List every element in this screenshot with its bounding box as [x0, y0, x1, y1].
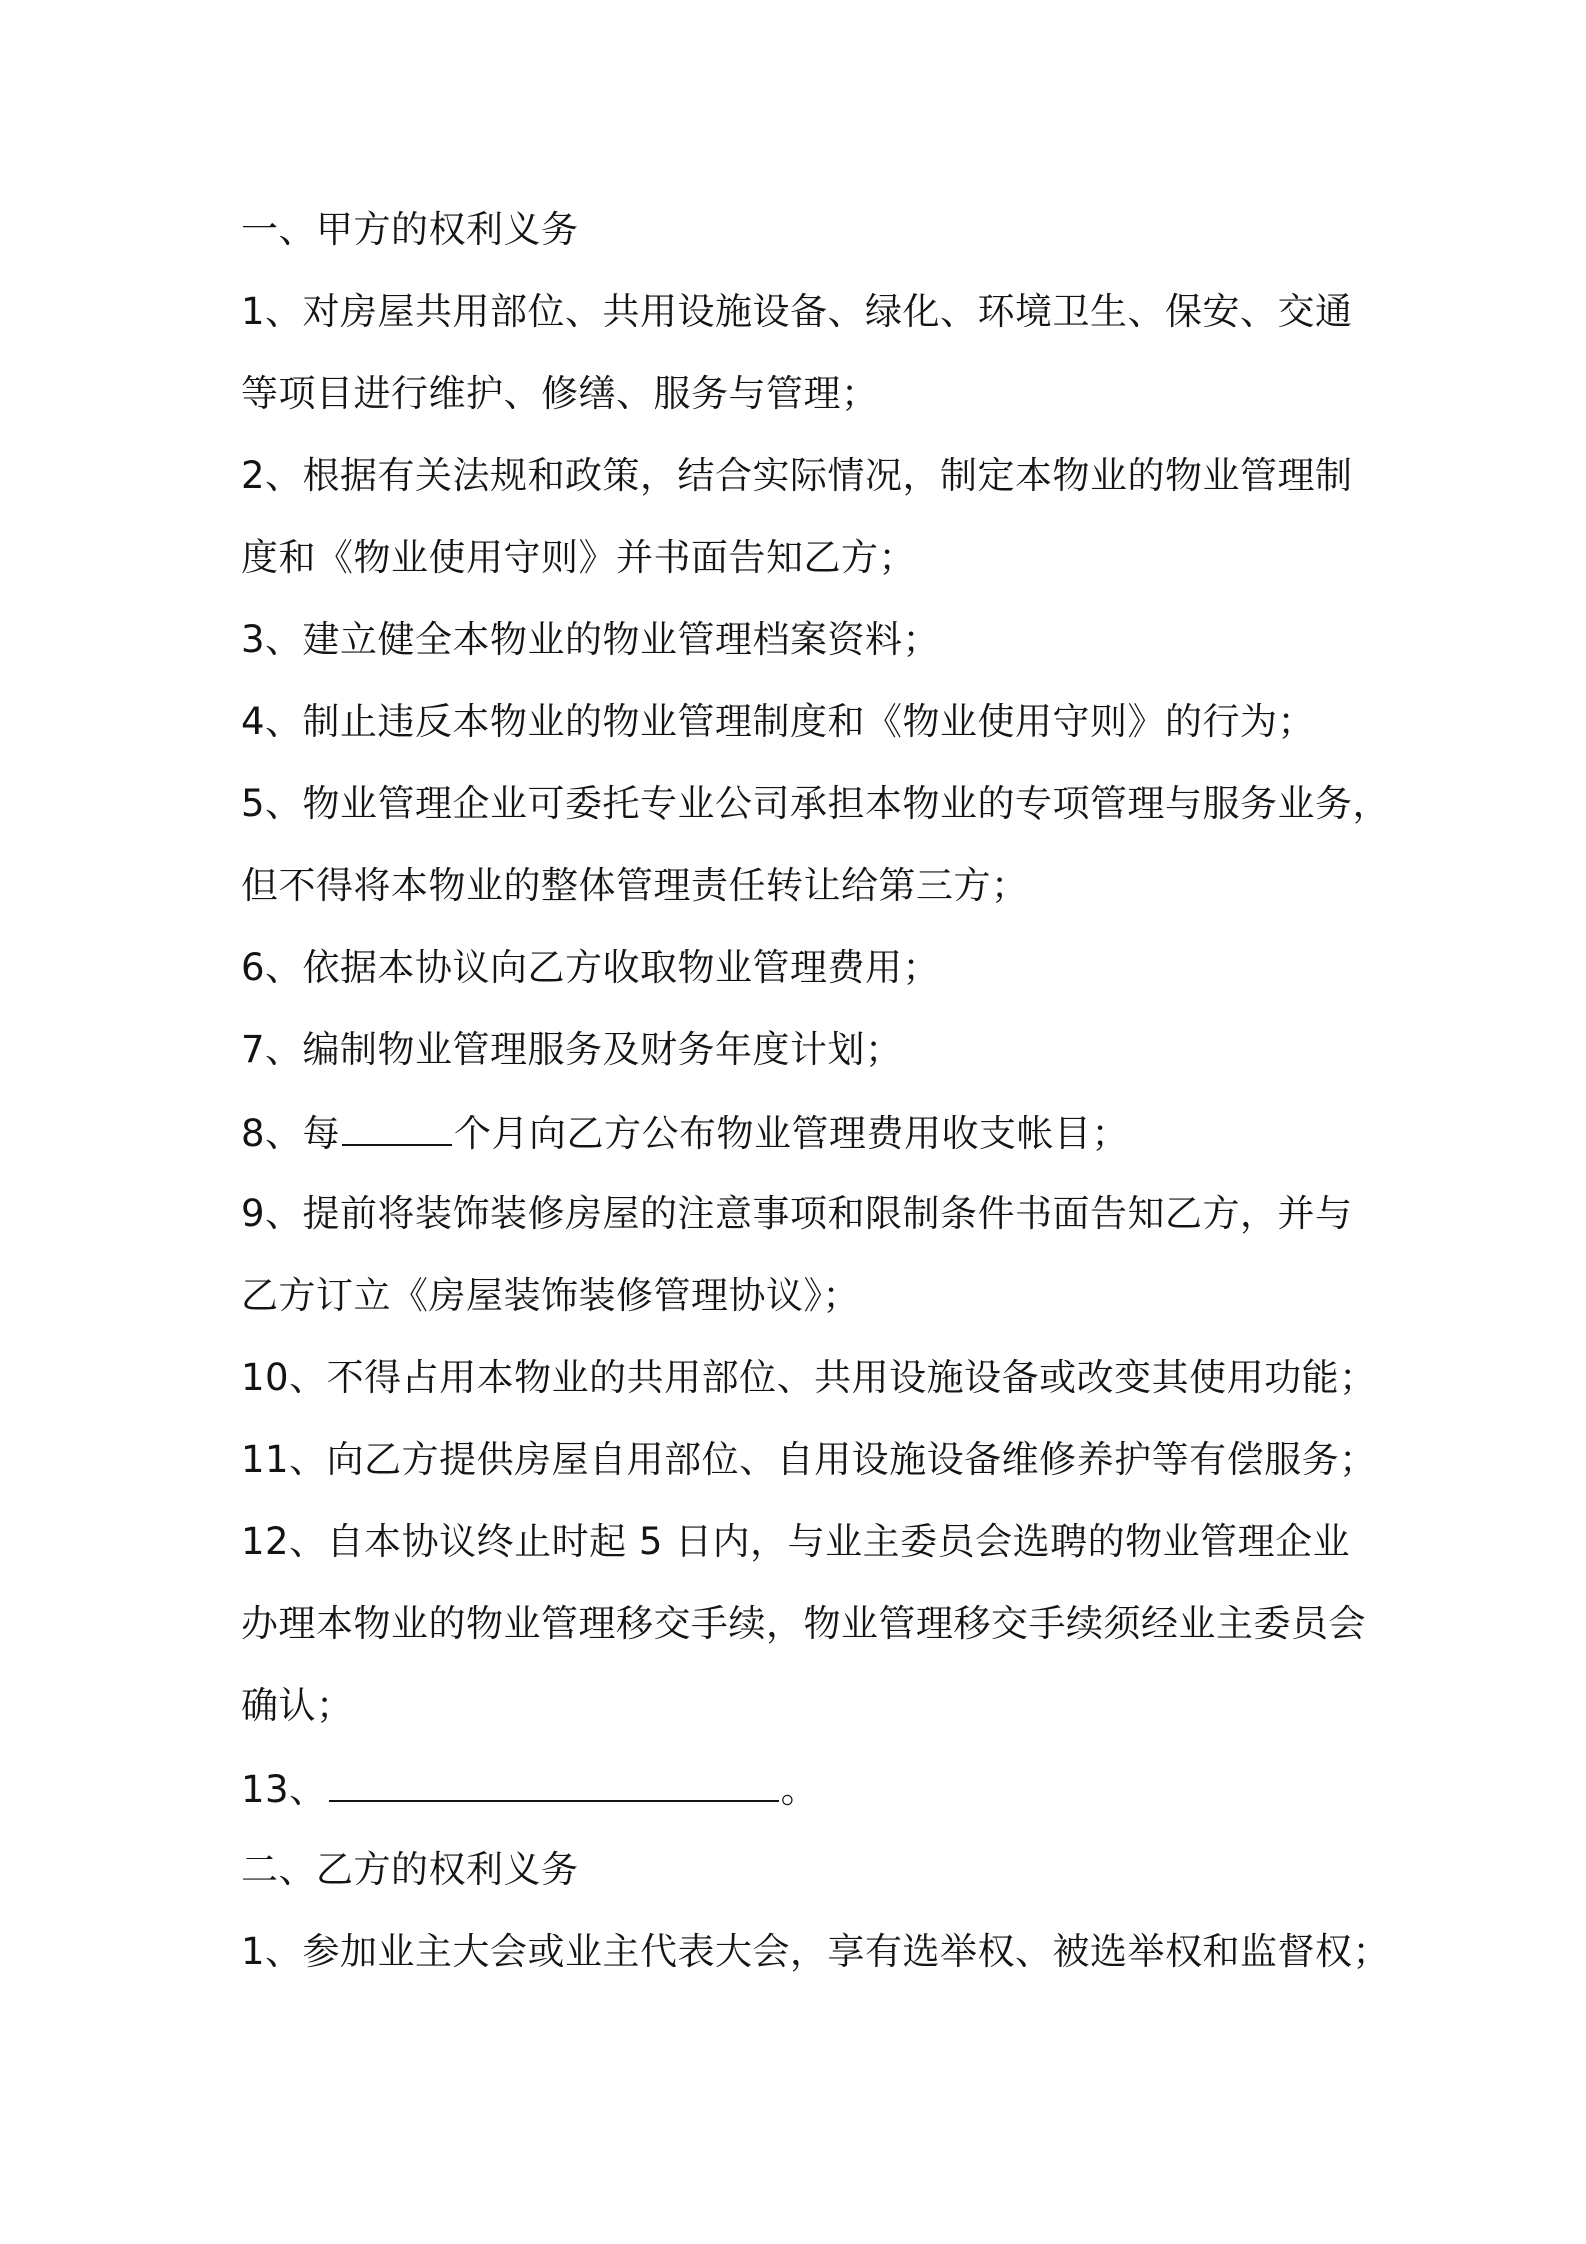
clause-8 — [241, 1104, 1371, 1160]
section-heading-party-a: 一、甲方的权利义务 — [241, 208, 579, 251]
clause-8-suffix: 个月向乙方公布物业管理费用收支帐目； — [454, 1112, 1130, 1155]
clause-12-line-3: 确认； — [241, 1684, 354, 1727]
clause-12-line-2: 办理本物业的物业管理移交手续，物业管理移交手续须经业主委员会 — [241, 1602, 1366, 1645]
clause-1-line-2: 等项目进行维护、修缮、服务与管理； — [241, 372, 879, 415]
clause-10: 10、不得占用本物业的共用部位、共用设施设备或改变其使用功能； — [241, 1356, 1377, 1399]
clause-13-fill-blank — [329, 1760, 779, 1802]
clause-13 — [241, 1760, 1371, 1816]
clause-8-fill-blank — [342, 1104, 452, 1146]
clause-9-line-1: 9、提前将装饰装修房屋的注意事项和限制条件书面告知乙方，并与 — [241, 1192, 1353, 1235]
clause-5-line-1: 5、物业管理企业可委托专业公司承担本物业的专项管理与服务业务， — [241, 782, 1391, 825]
clause-3: 3、建立健全本物业的物业管理档案资料； — [241, 618, 941, 661]
clause-5-line-2: 但不得将本物业的整体管理责任转让给第三方； — [241, 864, 1029, 907]
clause-4: 4、制止违反本物业的物业管理制度和《物业使用守则》的行为； — [241, 700, 1316, 743]
clause-9-line-2: 乙方订立《房屋装饰装修管理协议》； — [241, 1274, 860, 1317]
clause-1-line-1: 1、对房屋共用部位、共用设施设备、绿化、环境卫生、保安、交通 — [241, 290, 1353, 333]
clause-6: 6、依据本协议向乙方收取物业管理费用； — [241, 946, 941, 989]
clause-12-line-1: 12、自本协议终止时起 5 日内，与业主委员会选聘的物业管理企业 — [241, 1520, 1351, 1563]
clause-11: 11、向乙方提供房屋自用部位、自用设施设备维修养护等有偿服务； — [241, 1438, 1377, 1481]
clause-7: 7、编制物业管理服务及财务年度计划； — [241, 1028, 903, 1071]
clause-2-line-1: 2、根据有关法规和政策，结合实际情况，制定本物业的物业管理制 — [241, 454, 1353, 497]
clause-13-prefix: 13、 — [241, 1768, 327, 1811]
section-heading-party-b: 二、乙方的权利义务 — [241, 1848, 579, 1891]
clause-13-suffix: 。 — [780, 1768, 819, 1811]
clause-8-prefix: 8、每 — [241, 1112, 341, 1155]
party-b-clause-1: 1、参加业主大会或业主代表大会，享有选举权、被选举权和监督权； — [241, 1930, 1391, 1973]
clause-2-line-2: 度和《物业使用守则》并书面告知乙方； — [241, 536, 916, 579]
